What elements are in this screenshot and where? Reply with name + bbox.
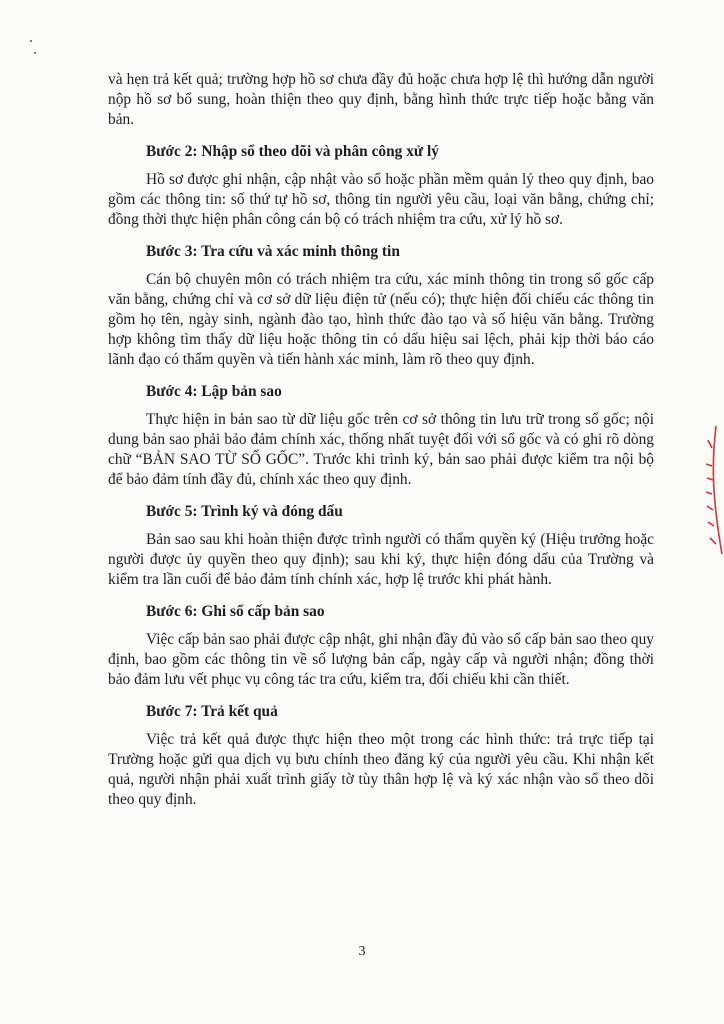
step-3-paragraph: Cán bộ chuyên môn có trách nhiệm tra cứu, xác minh thông tin trong sổ gốc cấp văn bằng, chứng chỉ và cơ sở dữ liệu điện tử (nếu có); thực hiện đối chiếu các thông tin gồm họ tên, ngày sinh, ngành đào tạo, hình thức đào tạo và số hiệu văn bằng. Trường hợp không tìm thấy dữ liệu hoặc thông tin có dấu hiệu sai lệch, phải kịp thời báo cáo lãnh đạo có thẩm quyền và tiến hành xác minh, làm rõ theo quy định. [108,271,654,368]
scan-speck [34,52,36,54]
continuation-paragraph: và hẹn trả kết quả; trường hợp hồ sơ chưa đầy đủ hoặc chưa hợp lệ thì hướng dẫn người nộp hồ sơ bổ sung, hoàn thiện theo quy định, bằng hình thức trực tiếp hoặc bằng văn bản. [108,71,654,128]
step-7-heading: Bước 7: Trả kết quả [146,703,278,720]
step-7-paragraph: Việc trả kết quả được thực hiện theo một trong các hình thức: trả trực tiếp tại Trường hoặc gửi qua dịch vụ bưu chính theo đăng ký của người yêu cầu. Khi nhận kết quả, người nhận phải xuất trình giấy tờ tùy thân hợp lệ và ký xác nhận vào sổ theo dõi theo quy định. [108,731,654,808]
step-4-paragraph: Thực hiện in bản sao từ dữ liệu gốc trên cơ sở thông tin lưu trữ trong sổ gốc; nội dung bản sao phải bảo đảm chính xác, thống nhất tuyệt đối với sổ gốc và có ghi rõ dòng chữ “BẢN SAO TỪ SỔ GỐC”. Trước khi trình ký, bản sao phải được kiểm tra nội bộ để bảo đảm tính đầy đủ, chính xác theo quy định. [108,411,654,488]
step-5-heading: Bước 5: Trình ký và đóng dấu [146,503,343,520]
step-6-heading: Bước 6: Ghi sổ cấp bản sao [146,603,325,620]
scan-speck [30,40,32,42]
step-2-paragraph: Hồ sơ được ghi nhận, cập nhật vào sổ hoặc phần mềm quản lý theo quy định, bao gồm các thông tin: số thứ tự hồ sơ, thông tin người yêu cầu, loại văn bằng, chứng chỉ; đồng thời thực hiện phân công cán bộ có trách nhiệm tra cứu, xử lý hồ sơ. [108,171,654,228]
step-5-paragraph: Bản sao sau khi hoàn thiện được trình người có thẩm quyền ký (Hiệu trưởng hoặc người được ủy quyền theo quy định); sau khi ký, thực hiện đóng dấu của Trường và kiểm tra lần cuối để bảo đảm tính chính xác, hợp lệ trước khi phát hành. [108,531,654,588]
step-3-heading: Bước 3: Tra cứu và xác minh thông tin [146,243,400,260]
red-seal-fragment-icon [698,420,724,560]
document-body [108,70,654,810]
step-6-paragraph: Việc cấp bản sao phải được cập nhật, ghi nhận đầy đủ vào sổ cấp bản sao theo quy định, bao gồm các thông tin về số lượng bản cấp, ngày cấp và người nhận; đồng thời bảo đảm lưu vết phục vụ công tác tra cứu, kiểm tra, đối chiếu khi cần thiết. [108,631,654,688]
step-2-heading: Bước 2: Nhập sổ theo dõi và phân công xử lý [146,143,439,160]
page-number: 3 [358,944,366,959]
step-4-heading: Bước 4: Lập bản sao [146,383,282,400]
